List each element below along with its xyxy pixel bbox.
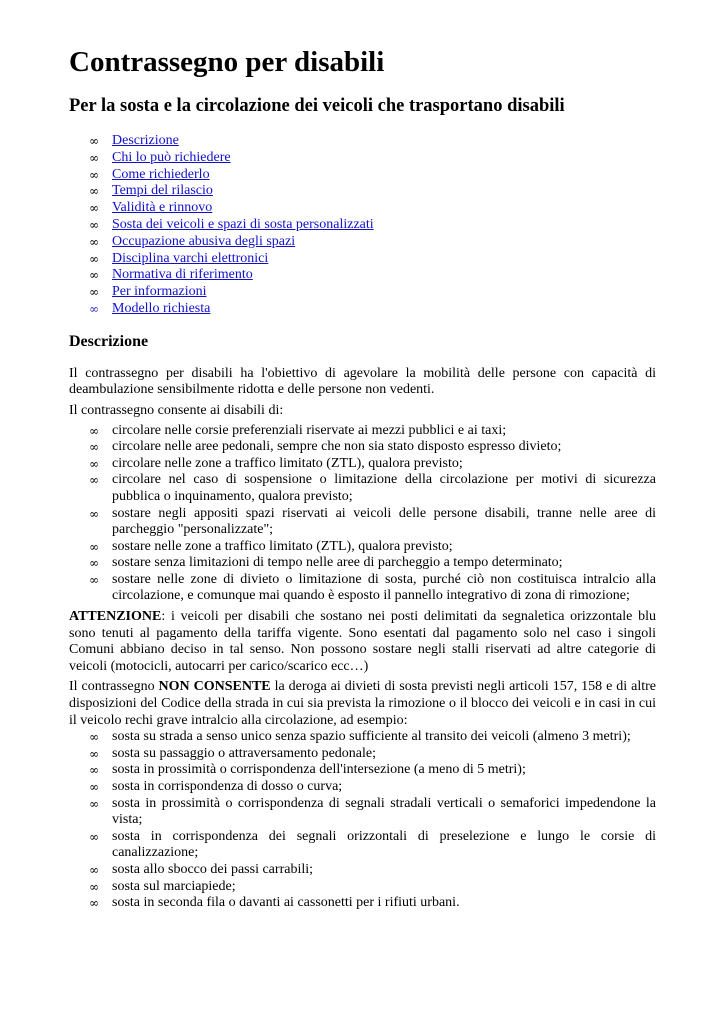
infinity-bullet-icon: ∞ (89, 879, 99, 894)
toc-item (69, 301, 656, 318)
not-allowed-paragraph (69, 679, 656, 729)
list-item-text: sosta su passaggio o attraversamento pedonale; (112, 745, 376, 761)
list-item-text: sosta in corrispondenza dei segnali orizzontali di preselezione e lungo le corsie di canalizzazione; (112, 828, 656, 861)
list-item-text: sosta in prossimità o corrispondenza dell'intersezione (a meno di 5 metri); (112, 762, 526, 778)
infinity-bullet-icon: ∞ (89, 506, 99, 521)
list-item-text: sostare nelle zone di divieto o limitazione di sosta, purché ciò non costituisca intralcio alla circolazione, e comunque mai quando è esposto il pannello integrativo di zona di rimozione; (112, 571, 656, 604)
toc-link-sosta-dei-veicoli[interactable]: Sosta dei veicoli e spazi di sosta personalizzati (112, 216, 374, 232)
list-item (69, 746, 656, 763)
toc-item (69, 183, 656, 200)
list-item-text: circolare nelle corsie preferenziali riservate ai mezzi pubblici e ai taxi; (112, 422, 507, 438)
list-item-text: sosta su strada a senso unico senza spazio sufficiente al transito dei veicoli (almeno 3 metri); (112, 729, 631, 745)
intro-paragraph: Il contrassegno per disabili ha l'obiettivo di agevolare la mobilità delle persone con capacità di deambulazione sensibilmente ridotta e delle persone non vedenti. (69, 365, 656, 398)
list-item-text: sosta in seconda fila o davanti ai cassonetti per i rifiuti urbani. (112, 895, 460, 911)
list-item (69, 729, 656, 746)
list-item (69, 879, 656, 896)
toc-link-chi-lo-puo-richiedere[interactable]: Chi lo può richiedere (112, 149, 231, 165)
infinity-bullet-icon: ∞ (89, 134, 99, 148)
list-item-text: sosta in corrispondenza di dosso o curva; (112, 779, 343, 795)
toc-link-descrizione[interactable]: Descrizione (112, 133, 179, 148)
infinity-bullet-icon: ∞ (89, 829, 99, 844)
not-allowed-pre: Il contrassegno (69, 679, 159, 695)
list-item-text: sosta sul marciapiede; (112, 878, 236, 894)
attention-text: : i veicoli per disabili che sostano nei posti delimitati da segnaletica orizzontale blu sono tenuti al pagamento della tariffa vigente. Sono esentati dal pagamento solo nel caso i singoli Comuni abbiano deciso in tal senso. Non possono sostare negli stalli riservati ad altre categorie di veicoli (motocicli, autocarri per carico/scarico ecc…) (69, 609, 656, 674)
infinity-bullet-icon: ∞ (89, 285, 99, 300)
toc-item (69, 200, 656, 217)
section-heading-descrizione: Descrizione (69, 332, 149, 350)
infinity-bullet-icon: ∞ (89, 301, 99, 316)
list-item (69, 779, 656, 796)
toc-link-per-informazioni[interactable]: Per informazioni (112, 284, 207, 300)
page-subtitle: Per la sosta e la circolazione dei veicoli che trasportano disabili (69, 96, 565, 116)
list-item (69, 506, 656, 539)
list-item (69, 796, 656, 829)
allows-list (69, 423, 656, 606)
toc-item (69, 167, 656, 184)
list-item-text: sosta allo sbocco dei passi carrabili; (112, 861, 313, 877)
toc-link-tempi-del-rilascio[interactable]: Tempi del rilascio (112, 183, 213, 199)
list-item (69, 862, 656, 879)
infinity-bullet-icon: ∞ (89, 184, 99, 199)
page-title: Contrassegno per disabili (69, 46, 385, 78)
toc-link-disciplina-varchi[interactable]: Disciplina varchi elettronici (112, 250, 269, 266)
list-item (69, 895, 656, 912)
infinity-bullet-icon: ∞ (89, 268, 99, 283)
infinity-bullet-icon: ∞ (89, 423, 99, 438)
infinity-bullet-icon: ∞ (89, 201, 99, 216)
toc-link-come-richiederlo[interactable]: Come richiederlo (112, 166, 210, 182)
infinity-bullet-icon: ∞ (89, 539, 99, 554)
infinity-bullet-icon: ∞ (89, 763, 99, 778)
infinity-bullet-icon: ∞ (89, 167, 99, 182)
infinity-bullet-icon: ∞ (89, 217, 99, 232)
list-item (69, 423, 656, 440)
infinity-bullet-icon: ∞ (89, 896, 99, 911)
attention-label: ATTENZIONE (69, 609, 162, 625)
toc-item (69, 133, 656, 150)
toc-item (69, 217, 656, 234)
infinity-bullet-icon: ∞ (89, 456, 99, 471)
list-item-text: circolare nelle aree pedonali, sempre che non sia stato disposto espresso divieto; (112, 439, 562, 455)
not-allowed-post: la deroga ai divieti di sosta previsti negli articoli 157, 158 e di altre disposizioni del Codice della strada in cui sia prevista la rimozione o il blocco dei veicoli e in casi in cui il veicolo rechi grave intralcio alla circolazione, ad esempio: (69, 679, 656, 728)
toc-item (69, 150, 656, 167)
list-item-text: circolare nelle zone a traffico limitato (ZTL), qualora previsto; (112, 455, 463, 471)
list-item (69, 539, 656, 556)
list-item-text: sostare nelle zone a traffico limitato (ZTL), qualora previsto; (112, 538, 453, 554)
toc-link-occupazione-abusiva[interactable]: Occupazione abusiva degli spazi (112, 233, 296, 249)
infinity-bullet-icon: ∞ (89, 862, 99, 877)
infinity-bullet-icon: ∞ (89, 150, 99, 165)
document-page (69, 44, 656, 912)
infinity-bullet-icon: ∞ (89, 780, 99, 795)
list-item (69, 472, 656, 505)
list-item-text: sosta in prossimità o corrispondenza di segnali stradali verticali o semaforici impedendone la vista; (112, 795, 656, 828)
list-item-text: sostare senza limitazioni di tempo nelle aree di parcheggio a tempo determinato; (112, 555, 563, 571)
toc-item (69, 234, 656, 251)
infinity-bullet-icon: ∞ (89, 440, 99, 455)
infinity-bullet-icon: ∞ (89, 730, 99, 745)
not-allowed-bold: NON CONSENTE (158, 679, 271, 695)
toc-item (69, 267, 656, 284)
toc-link-normativa[interactable]: Normativa di riferimento (112, 267, 253, 283)
infinity-bullet-icon: ∞ (89, 234, 99, 249)
allows-intro: Il contrassegno consente ai disabili di: (69, 402, 284, 418)
toc-item (69, 251, 656, 268)
table-of-contents (69, 133, 656, 318)
infinity-bullet-icon: ∞ (89, 473, 99, 488)
list-item (69, 439, 656, 456)
list-item-text: circolare nel caso di sospensione o limitazione della circolazione per motivi di sicurezza pubblica o inquinamento, qualora previsto; (112, 472, 656, 504)
infinity-bullet-icon: ∞ (89, 556, 99, 571)
not-allowed-list (69, 729, 656, 912)
infinity-bullet-icon: ∞ (89, 572, 99, 587)
infinity-bullet-icon: ∞ (89, 796, 99, 811)
infinity-bullet-icon: ∞ (89, 251, 99, 266)
list-item (69, 572, 656, 605)
infinity-bullet-icon: ∞ (89, 746, 99, 761)
list-item-text: sostare negli appositi spazi riservati ai veicoli delle persone disabili, tranne nelle aree di parcheggio "personalizzate"; (112, 505, 656, 538)
toc-link-validita-e-rinnovo[interactable]: Validità e rinnovo (112, 200, 213, 216)
toc-item (69, 284, 656, 301)
list-item (69, 456, 656, 473)
list-item (69, 762, 656, 779)
list-item (69, 555, 656, 572)
list-item (69, 829, 656, 862)
attention-paragraph (69, 609, 656, 675)
toc-link-modello-richiesta[interactable]: Modello richiesta (112, 300, 211, 316)
